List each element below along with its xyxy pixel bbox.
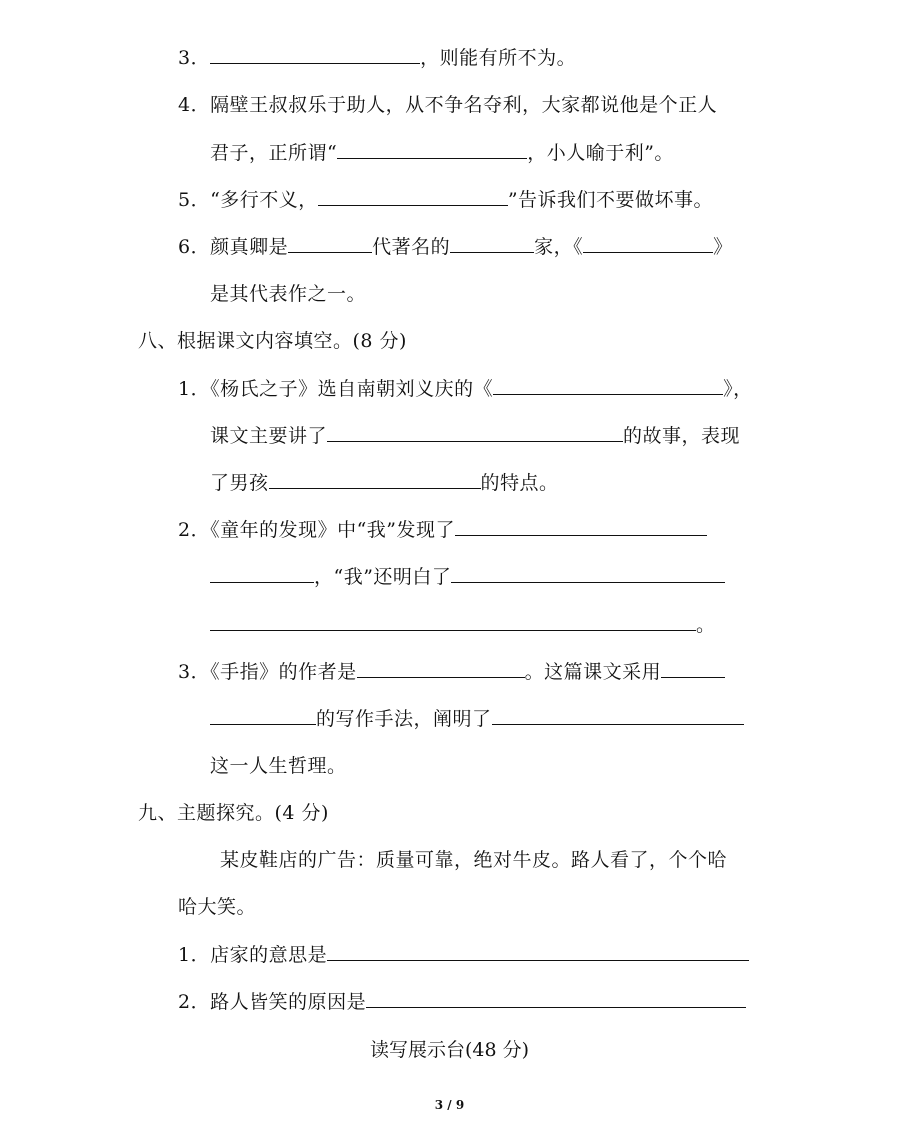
answer-blank[interactable]: [450, 251, 534, 253]
item-number: 3．: [178, 661, 211, 683]
s9-item-1: 1．店家的意思是: [178, 935, 749, 975]
answer-blank[interactable]: [269, 487, 481, 489]
section-title: 读写展示台(48 分): [369, 1039, 530, 1061]
answer-blank[interactable]: [366, 1006, 746, 1008]
answer-blank[interactable]: [492, 723, 744, 725]
answer-blank[interactable]: [210, 62, 420, 64]
item-number: 3．: [178, 47, 211, 69]
answer-blank[interactable]: [288, 251, 372, 253]
answer-blank[interactable]: [661, 676, 725, 678]
s8-item-3-cont: 的写作手法，阐明了: [210, 699, 744, 739]
answer-blank[interactable]: [210, 723, 316, 725]
s8-item-1-cont2: 了男孩 的特点。: [210, 472, 559, 494]
s8-item-1-cont: 课文主要讲了 的故事，表现: [210, 425, 741, 447]
answer-blank[interactable]: [327, 959, 749, 961]
q7-item-4: 4．隔壁王叔叔乐于助人，从不争名夺利，大家都说他是个正人: [178, 94, 718, 116]
item-number: 6．: [178, 236, 211, 258]
q7-item-3: 3． ，则能有所不为。: [178, 47, 577, 69]
answer-blank[interactable]: [210, 629, 696, 631]
q7-item-6: 6．颜真卿是 代著名的 家，《 》: [178, 236, 733, 258]
q7-item-5: 5．“多行不义， ”告诉我们不要做坏事。: [178, 189, 714, 211]
item-number: 4．: [178, 94, 211, 116]
item-number: 2．: [178, 991, 211, 1013]
answer-blank[interactable]: [357, 676, 525, 678]
section-9-heading: 九、主题探究。(4 分): [138, 802, 329, 824]
answer-blank[interactable]: [337, 157, 527, 159]
answer-blank[interactable]: [583, 251, 713, 253]
s9-passage-line-1: 某皮鞋店的广告：质量可靠，绝对牛皮。路人看了，个个哈: [220, 849, 728, 871]
s8-item-1: 1．《杨氏之子》选自南朝刘义庆的《 》，: [178, 378, 753, 400]
q7-item-4-cont: 君子，正所谓“ ，小人喻于利”。: [210, 142, 674, 164]
answer-blank[interactable]: [455, 534, 707, 536]
item-number: 1．: [178, 944, 211, 966]
s8-item-3: 3．《手指》的作者是 。这篇课文采用: [178, 652, 725, 692]
answer-blank[interactable]: [327, 440, 623, 442]
s9-passage-line-2: 哈大笑。: [178, 896, 257, 918]
page-number: 3 / 9: [434, 1098, 465, 1112]
s8-item-3-cont2: 这一人生哲理。: [210, 755, 347, 777]
s8-item-2-cont: ，“我”还明白了: [210, 557, 725, 597]
answer-blank[interactable]: [493, 393, 723, 395]
item-number: 5．: [178, 189, 211, 211]
s9-item-2: 2．路人皆笑的原因是: [178, 982, 746, 1022]
s8-item-2-cont2: 。: [210, 605, 716, 645]
item-number: 1．: [178, 378, 211, 400]
answer-blank[interactable]: [318, 204, 508, 206]
s8-item-2: 2．《童年的发现》中“我”发现了: [178, 510, 707, 550]
q7-item-6-cont: 是其代表作之一。: [210, 283, 367, 305]
answer-blank[interactable]: [210, 581, 314, 583]
answer-blank[interactable]: [451, 581, 725, 583]
section-8-heading: 八、根据课文内容填空。(8 分): [138, 330, 407, 352]
item-number: 2．: [178, 519, 211, 541]
